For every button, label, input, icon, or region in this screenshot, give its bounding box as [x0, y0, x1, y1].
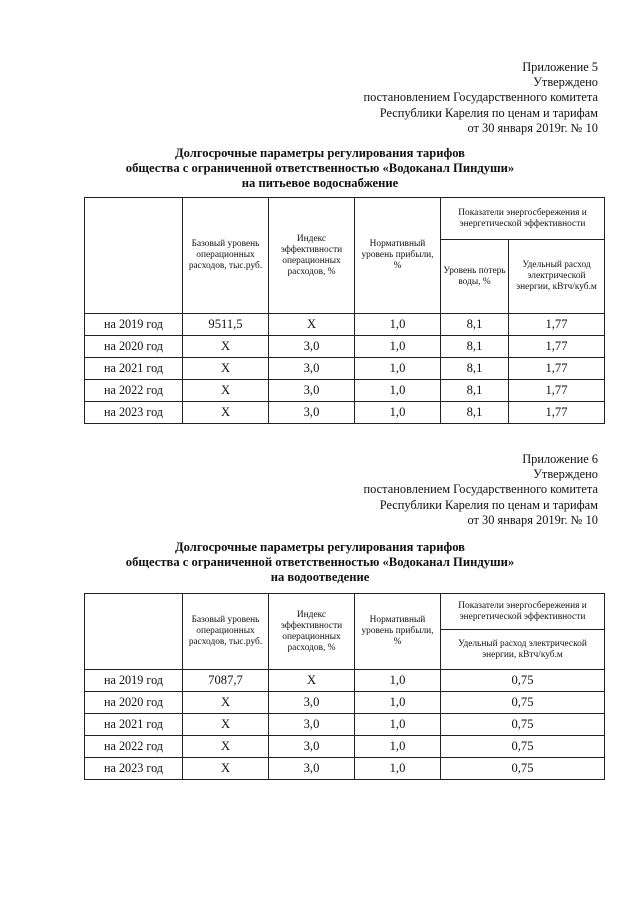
losses-cell: 8,1 — [441, 358, 509, 380]
appendix6-approval-line: от 30 января 2019г. № 10 — [467, 512, 598, 527]
header-profit-level: Нормативный уровень прибыли, % — [355, 198, 441, 314]
base-cell: 7087,7 — [183, 670, 269, 692]
appendix6-title-line: общества с ограниченной ответственностью «Водоканал Пиндуши» — [125, 555, 515, 569]
losses-cell: 8,1 — [441, 402, 509, 424]
appendix5-title-line: общества с ограниченной ответственностью «Водоканал Пиндуши» — [125, 161, 515, 175]
year-cell: на 2023 год — [85, 758, 183, 780]
appendix5-approval-block — [364, 60, 598, 136]
losses-cell: 8,1 — [441, 314, 509, 336]
header-year-cell — [85, 198, 183, 314]
header-year-cell — [85, 594, 183, 670]
profit-cell: 1,0 — [355, 402, 441, 424]
base-cell: Х — [183, 380, 269, 402]
index-cell: 3,0 — [269, 336, 355, 358]
appendix5-table — [84, 197, 605, 424]
table-row — [85, 314, 605, 336]
energy-cell: 1,77 — [509, 402, 605, 424]
header-water-losses: Уровень потерь воды, % — [441, 240, 509, 314]
index-cell: 3,0 — [269, 380, 355, 402]
header-base-opex: Базовый уровень операционных расходов, тыс.руб. — [183, 198, 269, 314]
table-row — [85, 402, 605, 424]
energy-cell: 1,77 — [509, 314, 605, 336]
header-energy-consumption: Удельный расход электрической энергии, кВтч/куб.м — [441, 630, 605, 670]
year-cell: на 2020 год — [85, 692, 183, 714]
table-row — [85, 736, 605, 758]
energy-cell: 1,77 — [509, 358, 605, 380]
index-cell: 3,0 — [269, 736, 355, 758]
energy-cell: 0,75 — [441, 692, 605, 714]
year-cell: на 2022 год — [85, 380, 183, 402]
header-energy-consumption: Удельный расход электрической энергии, кВтч/куб.м — [509, 240, 605, 314]
energy-cell: 0,75 — [441, 714, 605, 736]
appendix6-approval-block — [364, 452, 598, 528]
appendix5-approval-line: постановлением Государственного комитета — [363, 90, 598, 105]
appendix6-approval-line: Республики Карелия по ценам и тарифам — [379, 497, 598, 512]
profit-cell: 1,0 — [355, 358, 441, 380]
header-efficiency-index: Индекс эффективности операционных расходов, % — [269, 198, 355, 314]
profit-cell: 1,0 — [355, 692, 441, 714]
header-energy-indicators: Показатели энергосбережения и энергетической эффективности — [441, 594, 605, 630]
appendix5-title — [0, 146, 640, 191]
base-cell: Х — [183, 358, 269, 380]
losses-cell: 8,1 — [441, 336, 509, 358]
appendix6-approval-line: постановлением Государственного комитета — [363, 482, 598, 497]
appendix5-approval-line: от 30 января 2019г. № 10 — [467, 120, 598, 135]
profit-cell: 1,0 — [355, 314, 441, 336]
profit-cell: 1,0 — [355, 336, 441, 358]
profit-cell: 1,0 — [355, 758, 441, 780]
header-efficiency-index: Индекс эффективности операционных расходов, % — [269, 594, 355, 670]
index-cell: 3,0 — [269, 358, 355, 380]
profit-cell: 1,0 — [355, 714, 441, 736]
profit-cell: 1,0 — [355, 380, 441, 402]
appendix6-table — [84, 593, 605, 780]
index-cell: Х — [269, 314, 355, 336]
energy-cell: 0,75 — [441, 736, 605, 758]
appendix6-approval-line: Утверждено — [533, 467, 598, 482]
appendix6-title — [0, 540, 640, 585]
appendix5-approval-line: Утверждено — [533, 75, 598, 90]
base-cell: Х — [183, 402, 269, 424]
appendix5-approval-line: Республики Карелия по ценам и тарифам — [379, 105, 598, 120]
table-row — [85, 692, 605, 714]
appendix5-title-line: Долгосрочные параметры регулирования тарифов — [175, 146, 465, 160]
losses-cell: 8,1 — [441, 380, 509, 402]
energy-cell: 0,75 — [441, 758, 605, 780]
base-cell: Х — [183, 758, 269, 780]
appendix6-title-line: Долгосрочные параметры регулирования тарифов — [175, 540, 465, 554]
year-cell: на 2023 год — [85, 402, 183, 424]
base-cell: 9511,5 — [183, 314, 269, 336]
appendix6-approval-line: Приложение 6 — [522, 452, 598, 466]
table-row — [85, 670, 605, 692]
header-base-opex: Базовый уровень операционных расходов, тыс.руб. — [183, 594, 269, 670]
profit-cell: 1,0 — [355, 670, 441, 692]
profit-cell: 1,0 — [355, 736, 441, 758]
year-cell: на 2020 год — [85, 336, 183, 358]
header-profit-level: Нормативный уровень прибыли, % — [355, 594, 441, 670]
index-cell: Х — [269, 670, 355, 692]
table-row — [85, 336, 605, 358]
year-cell: на 2021 год — [85, 714, 183, 736]
base-cell: Х — [183, 336, 269, 358]
header-energy-indicators: Показатели энергосбережения и энергетической эффективности — [441, 198, 605, 240]
base-cell: Х — [183, 736, 269, 758]
appendix5-title-line: на питьевое водоснабжение — [241, 176, 399, 190]
appendix6-title-line: на водоотведение — [270, 570, 370, 584]
energy-cell: 1,77 — [509, 380, 605, 402]
year-cell: на 2022 год — [85, 736, 183, 758]
year-cell: на 2019 год — [85, 314, 183, 336]
table-row — [85, 714, 605, 736]
table-row — [85, 758, 605, 780]
year-cell: на 2019 год — [85, 670, 183, 692]
index-cell: 3,0 — [269, 402, 355, 424]
year-cell: на 2021 год — [85, 358, 183, 380]
base-cell: Х — [183, 714, 269, 736]
table-row — [85, 358, 605, 380]
index-cell: 3,0 — [269, 714, 355, 736]
appendix5-approval-line: Приложение 5 — [522, 60, 598, 74]
energy-cell: 1,77 — [509, 336, 605, 358]
table-row — [85, 380, 605, 402]
base-cell: Х — [183, 692, 269, 714]
index-cell: 3,0 — [269, 758, 355, 780]
energy-cell: 0,75 — [441, 670, 605, 692]
index-cell: 3,0 — [269, 692, 355, 714]
